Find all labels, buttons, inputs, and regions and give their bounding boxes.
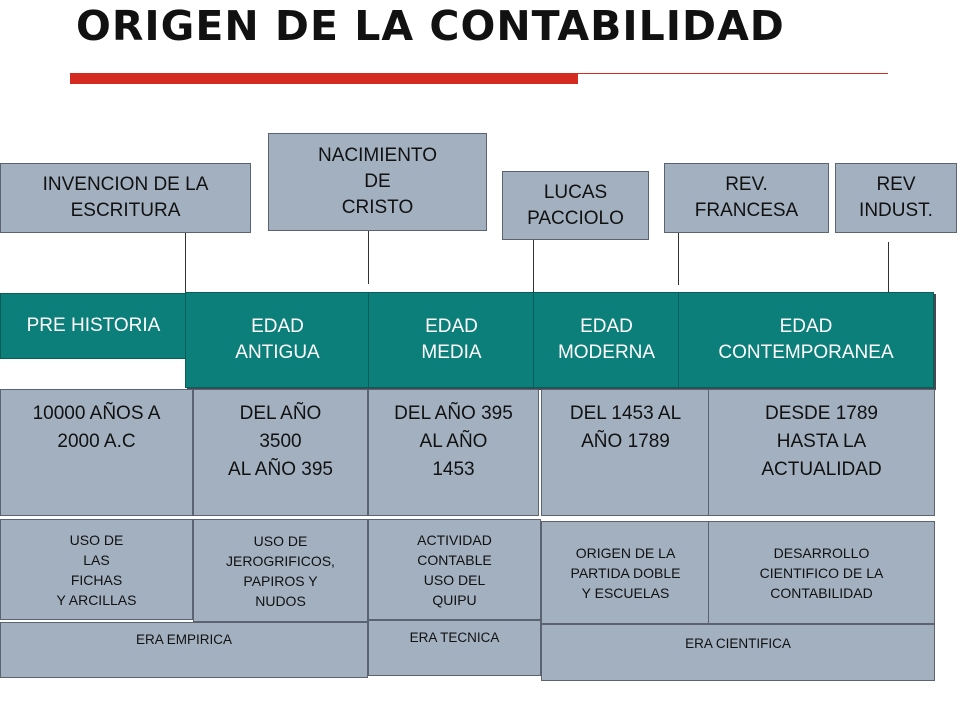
title-underline-thick [70,73,578,84]
connector-francesa [678,233,679,285]
date-prehistoria: 10000 AÑOS A 2000 A.C [0,389,193,516]
date-antigua: DEL AÑO 3500 AL AÑO 395 [193,389,368,516]
event-rev-francesa: REV. FRANCESA [664,163,829,233]
connector-cristo [368,231,369,284]
era-contemporanea: EDAD CONTEMPORANEA [678,292,934,388]
era-antigua: EDAD ANTIGUA [185,292,370,388]
stage-era-tecnica: ERA TECNICA [368,620,541,676]
event-lucas-pacciolo: LUCAS PACCIOLO [502,171,649,240]
connector-escritura [185,233,186,292]
connector-pacciolo [533,240,534,292]
connector-industrial [888,242,889,292]
desc-media: ACTIVIDAD CONTABLE USO DEL QUIPU [368,519,541,620]
stage-era-empirica: ERA EMPIRICA [0,622,368,678]
desc-antigua: USO DE JEROGRIFICOS, PAPIROS Y NUDOS [193,519,368,622]
desc-contemporanea: DESARROLLO CIENTIFICO DE LA CONTABILIDAD [708,521,935,624]
event-nacimiento-cristo: NACIMIENTO DE CRISTO [268,133,487,231]
era-moderna: EDAD MODERNA [533,292,680,388]
event-invencion-escritura: INVENCION DE LA ESCRITURA [0,163,251,233]
desc-prehistoria: USO DE LAS FICHAS Y ARCILLAS [0,519,193,620]
date-contemporanea: DESDE 1789 HASTA LA ACTUALIDAD [708,389,935,516]
event-rev-industrial: REV INDUST. [835,163,957,233]
stage-era-cientifica: ERA CIENTIFICA [541,624,935,681]
date-media: DEL AÑO 395 AL AÑO 1453 [368,389,539,516]
page-title: ORIGEN DE LA CONTABILIDAD [76,2,785,50]
date-moderna: DEL 1453 AL AÑO 1789 [541,389,710,516]
title-underline-thin [578,73,888,74]
desc-moderna: ORIGEN DE LA PARTIDA DOBLE Y ESCUELAS [541,521,710,624]
era-media: EDAD MEDIA [368,292,535,388]
era-prehistoria: PRE HISTORIA [0,293,187,359]
